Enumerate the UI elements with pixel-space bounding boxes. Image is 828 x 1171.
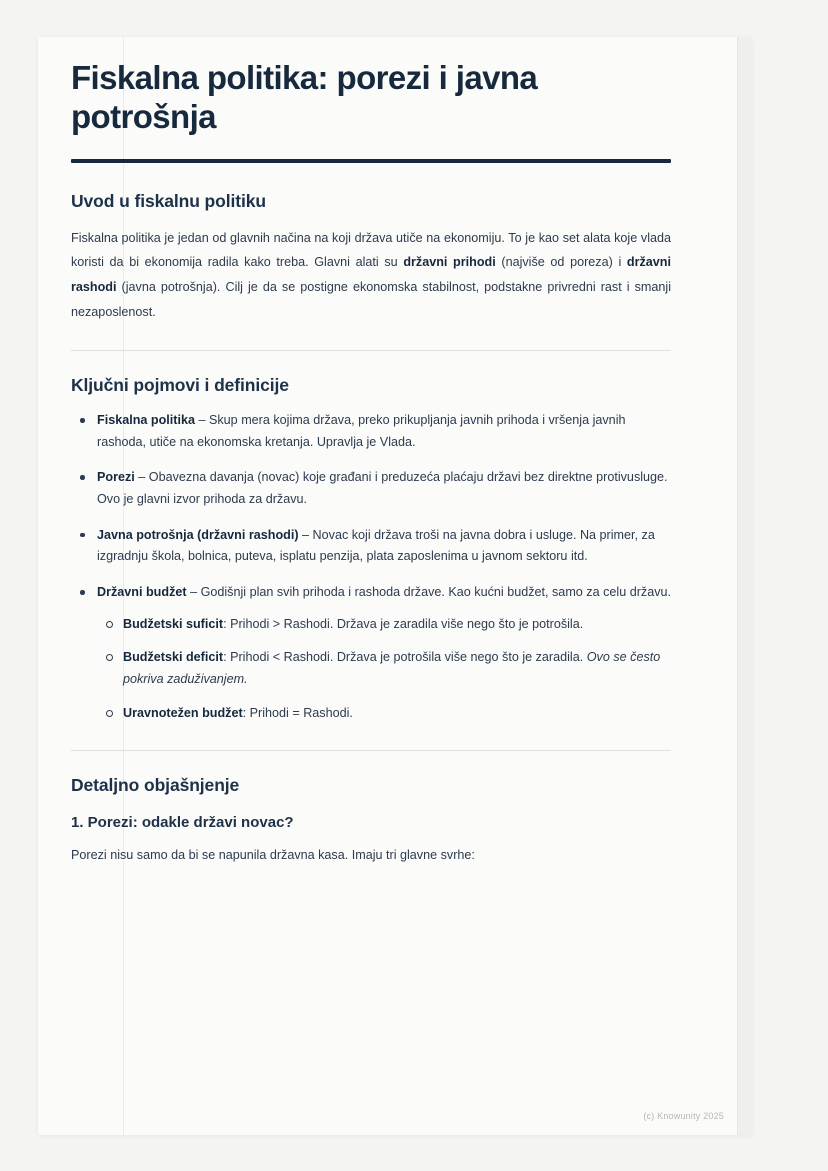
document-content (71, 59, 671, 867)
term-text: – Godišnji plan svih prihoda i rashoda države. Kao kućni budžet, samo za celu državu. (186, 585, 672, 599)
page-title: Fiskalna politika: porezi i javna potrošnja (71, 59, 538, 135)
term-label: Fiskalna politika (97, 413, 195, 428)
term-label: Javna potrošnja (državni rashodi) (97, 527, 299, 542)
list-item (97, 703, 671, 725)
right-margin-rule (737, 37, 738, 1135)
list-item (71, 582, 671, 724)
subterm-label: Budžetski deficit (123, 650, 224, 665)
term-label: Porezi (97, 470, 135, 485)
intro-bold-1: državni prihodi (403, 255, 496, 270)
section-divider-1 (71, 350, 671, 351)
subterm-italic: Ovo se često pokriva zaduživanjem. (123, 650, 661, 686)
detail-paragraph: Porezi nisu samo da bi se napunila državna kasa. Imaju tri glavne svrhe: (71, 848, 475, 863)
subterm-label: Budžetski suficit (123, 616, 224, 631)
document-sheet (38, 37, 752, 1135)
term-text: – Skup mera kojima država, preko prikupljanja javnih prihoda i vršenja javnih rashoda, utiče na ekonomska kretanja. Upravlja je Vlada. (97, 413, 626, 449)
list-item (71, 525, 671, 568)
intro-bold-2: državni rashodi (71, 255, 671, 294)
section-heading-detail: Detaljno objašnjenje (71, 775, 240, 796)
title-underline (71, 159, 671, 163)
copyright-footer: (c) Knowunity 2025 (643, 1111, 724, 1121)
subterm-text: : Prihodi > Rashodi. Država je zaradila više nego što je potrošila. (223, 616, 584, 631)
budget-sublist (97, 614, 671, 725)
section-divider-2 (71, 750, 671, 751)
terms-list (71, 410, 671, 724)
term-label: Državni budžet (97, 585, 187, 599)
subterm-text: : Prihodi = Rashodi. (242, 705, 353, 720)
list-item (97, 647, 671, 690)
intro-text-1: Fiskalna politika je jedan od glavnih načina na koji država utiče na ekonomiju. To je kao set alata koje vlada koristi da bi ekonomija radila kako treba. Glavni alati su (71, 230, 671, 270)
list-item (97, 614, 671, 636)
subsection-heading-taxes: 1. Porezi: odakle državi novac? (71, 814, 294, 832)
subterm-text: : Prihodi < Rashodi. Država je potrošila više nego što je zaradila. (223, 650, 587, 665)
section-heading-terms: Ključni pojmovi i definicije (71, 375, 289, 396)
intro-text-2: (najviše od poreza) i (495, 255, 627, 270)
subterm-label: Uravnotežen budžet (123, 705, 243, 720)
list-item (71, 410, 671, 453)
right-gutter (738, 37, 752, 1135)
intro-text-3: (javna potrošnja). Cilj je da se postigne ekonomska stabilnost, podstakne privredni rast i smanji nezaposlenost. (71, 279, 671, 319)
section-heading-intro: Uvod u fiskalnu politiku (71, 190, 266, 211)
term-text: – Novac koji država troši na javna dobra i usluge. Na primer, za izgradnju škola, bolnica, puteva, isplatu penzija, plata zaposlenima u javnom sektoru itd. (97, 527, 655, 564)
intro-paragraph (71, 226, 671, 324)
list-item (71, 467, 671, 510)
term-text: – Obavezna davanja (novac) koje građani i preduzeća plaćaju državi bez direktne protivusluge. Ovo je glavni izvor prihoda za državu. (97, 470, 668, 507)
